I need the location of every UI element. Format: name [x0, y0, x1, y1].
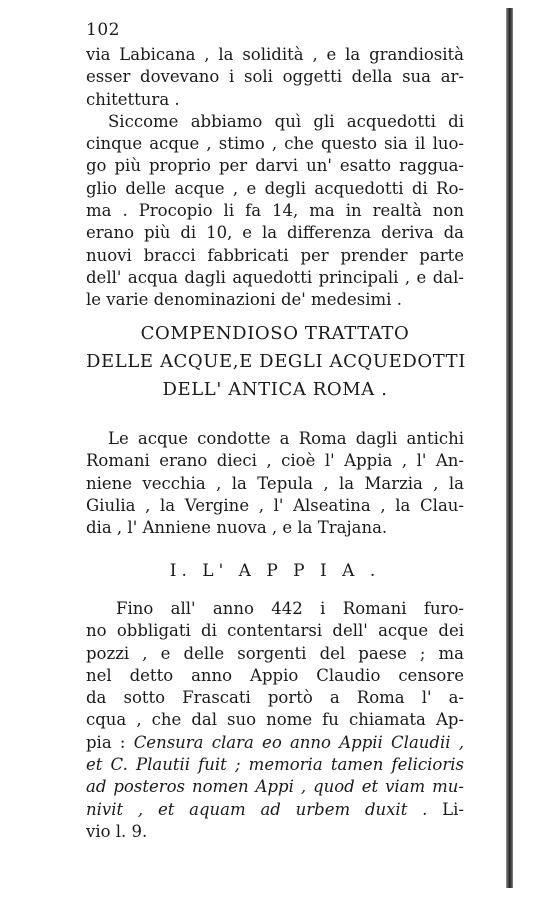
text-line: da sotto Frascati portò a Roma l' a-	[86, 688, 464, 708]
text-line: Siccome abbiamo quì gli acquedotti di	[108, 111, 464, 131]
text-line: le varie denominazioni de' medesimi .	[86, 290, 402, 310]
text-line: niene vecchia , la Tepula , la Marzia , la	[86, 473, 464, 493]
text-line: vio l. 9.	[86, 821, 148, 841]
page-number: 102	[86, 20, 120, 40]
appia-paragraph	[86, 598, 464, 843]
text-line: chitettura .	[86, 89, 180, 109]
latin-quote-span: nivit , et aquam ad urbem duxit .	[86, 799, 428, 819]
text-line: ad posteros nomen Appi , quod et viam mu-	[86, 777, 464, 797]
text-line: go più proprio per darvi un' esatto raggua-	[86, 156, 464, 176]
title-line: DELLE ACQUE,E DEGLI ACQUEDOTTI	[86, 351, 466, 372]
text-line: Fino all' anno 442 i Romani furo-	[116, 599, 464, 618]
text-line: cqua , che dal suo nome fu chiamata Ap-	[86, 710, 464, 730]
text-line: dell' acqua dagli aquedotti principali , e dal-	[86, 267, 464, 287]
intro-paragraph	[86, 44, 464, 312]
roman-span: Li-	[427, 799, 464, 819]
section-title	[86, 320, 464, 404]
text-line: Giulia , la Vergine , l' Alseatina , la Clau-	[86, 495, 464, 515]
section-paragraph	[86, 428, 464, 539]
text-line: pozzi , e delle sorgenti del paese ; ma	[86, 643, 464, 663]
text-line: no obbligati di contentarsi dell' acque dei	[86, 621, 464, 641]
text-line	[86, 799, 464, 821]
text-line: dia , l' Anniene nuova , e la Trajana.	[86, 518, 388, 538]
text-line: glio delle acque , e degli acquedotti di Ro-	[86, 178, 464, 198]
subheading-appia: I. L' A P P I A .	[169, 561, 381, 581]
text-line: nuovi bracci fabbricati per prender parte	[86, 245, 464, 265]
text-line: erano più di 10, e la differenza deriva da	[86, 223, 464, 243]
roman-span: pia :	[86, 732, 134, 752]
text-line: via Labicana , la solidità , e la grandiosità	[86, 45, 464, 64]
title-line: DELL' ANTICA ROMA .	[162, 379, 388, 400]
text-line	[86, 732, 464, 754]
text-line: esser dovevano i soli oggetti della sua ar-	[86, 67, 464, 87]
latin-quote-span: Censura clara eo anno Appii Claudii ,	[133, 732, 464, 752]
scan-edge-shadow	[506, 8, 513, 888]
text-line: ma . Procopio li fa 14, ma in realtà non	[86, 201, 464, 221]
text-line: nel detto anno Appio Claudio censore	[86, 665, 464, 685]
text-line: Le acque condotte a Roma dagli antichi	[108, 429, 464, 448]
title-line: COMPENDIOSO TRATTATO	[140, 323, 410, 344]
text-line: et C. Plautii fuit ; memoria tamen felicioris	[86, 755, 464, 775]
text-line: cinque acque , stimo , che questo sia il luo-	[86, 134, 464, 154]
text-line: Romani erano dieci , cioè l' Appia , l' An-	[86, 451, 464, 471]
